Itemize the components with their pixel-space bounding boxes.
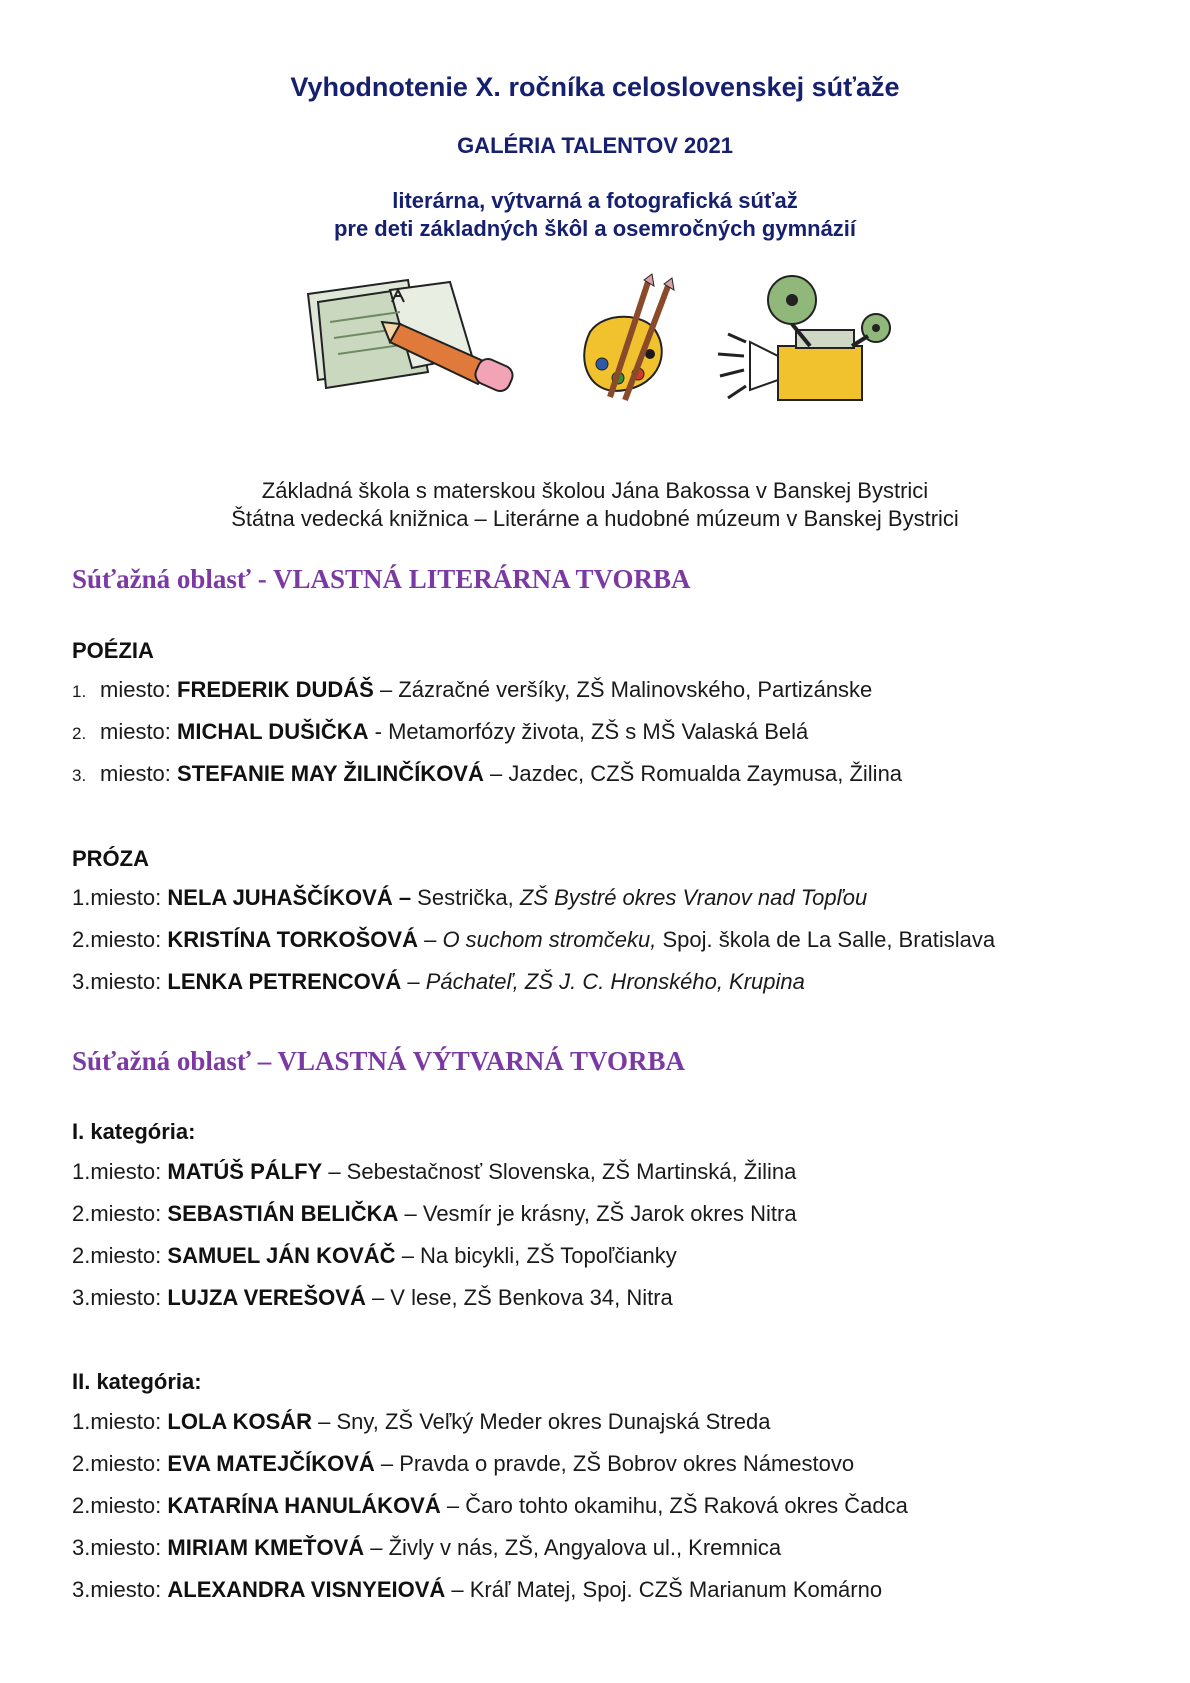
winner-name: MIRIAM KMEŤOVÁ: [167, 1535, 365, 1560]
result-row: [72, 1577, 882, 1603]
winner-name: MICHAL DUŠIČKA: [177, 719, 369, 744]
work-tail: Spoj. škola de La Salle, Bratislava: [656, 927, 996, 952]
work-title: –: [417, 927, 443, 952]
result-row: [72, 719, 808, 745]
result-row: [72, 677, 872, 703]
work-and-school: – Kráľ Matej, Spoj. CZŠ Marianum Komárno: [445, 1577, 883, 1602]
winner-name: MATÚŠ PÁLFY: [167, 1159, 323, 1184]
work-title: –: [401, 969, 426, 994]
winner-name: LENKA PETRENCOVÁ: [167, 969, 402, 994]
place-label: miesto:: [100, 719, 171, 744]
result-row: [72, 1451, 854, 1477]
place-label: 2.miesto:: [72, 1451, 162, 1476]
winner-name: ALEXANDRA VISNYEIOVÁ: [167, 1577, 446, 1602]
winner-name: LUJZA VEREŠOVÁ: [167, 1285, 366, 1310]
work-and-school: – V lese, ZŠ Benkova 34, Nitra: [365, 1285, 673, 1310]
winner-name: LOLA KOSÁR: [167, 1409, 313, 1434]
place-label: miesto:: [100, 677, 171, 702]
winner-name: SAMUEL JÁN KOVÁČ: [167, 1243, 396, 1268]
organizer-line-2: Štátna vedecká knižnica – Literárne a hudobné múzeum v Banskej Bystrici: [231, 506, 959, 531]
place-label: miesto:: [100, 761, 171, 786]
work-and-school: – Pravda o pravde, ZŠ Bobrov okres Námestovo: [374, 1451, 855, 1476]
place-number: 1.: [72, 682, 87, 701]
work-and-school: – Na bicykli, ZŠ Topoľčianky: [395, 1243, 677, 1268]
winner-name: FREDERIK DUDÁŠ: [177, 677, 374, 702]
place-label: 2.miesto:: [72, 1243, 162, 1268]
result-row: [72, 1493, 908, 1519]
paint-palette-icon: [570, 272, 680, 422]
work-and-school: – Jazdec, CZŠ Romualda Zaymusa, Žilina: [483, 761, 903, 786]
subsection-category-1: I. kategória:: [72, 1119, 196, 1144]
work-and-school: – Živly v nás, ZŠ, Angyalova ul., Kremnica: [364, 1535, 782, 1560]
result-row: [72, 927, 995, 953]
work-school-italic: Páchateľ, ZŠ J. C. Hronského, Krupina: [425, 969, 805, 994]
winner-name: NELA JUHAŠČÍKOVÁ –: [167, 885, 412, 910]
winner-name: KRISTÍNA TORKOŠOVÁ: [167, 927, 418, 952]
result-row: [72, 1243, 677, 1269]
winner-name: EVA MATEJČÍKOVÁ: [167, 1451, 375, 1476]
section-heading-visual: Súťažná oblasť – VLASTNÁ VÝTVARNÁ TVORBA: [72, 1046, 685, 1076]
result-row: [72, 1409, 770, 1435]
winner-name: STEFANIE MAY ŽILINČÍKOVÁ: [177, 761, 484, 786]
film-camera-icon: [700, 272, 900, 412]
place-label: 3.miesto:: [72, 969, 162, 994]
competition-description-2: pre deti základných škôl a osemročných gymnázií: [333, 216, 857, 241]
work-and-school: – Sny, ZŠ Veľký Meder okres Dunajská Streda: [312, 1409, 771, 1434]
place-label: 1.miesto:: [72, 1159, 162, 1184]
result-row: [72, 969, 805, 995]
place-label: 3.miesto:: [72, 1577, 162, 1602]
place-label: 3.miesto:: [72, 1535, 162, 1560]
result-row: [72, 1201, 797, 1227]
result-row: [72, 1159, 796, 1185]
subsection-poetry: POÉZIA: [72, 638, 154, 663]
organizer-line-1: Základná škola s materskou školou Jána Bakossa v Banskej Bystrici: [261, 478, 929, 503]
document-title: Vyhodnotenie X. ročníka celoslovenskej súťaže: [290, 72, 900, 102]
work-and-school: – Zázračné veršíky, ZŠ Malinovského, Partizánske: [373, 677, 873, 702]
place-label: 1.miesto:: [72, 885, 162, 910]
place-label: 2.miesto:: [72, 1201, 162, 1226]
place-number: 2.: [72, 724, 87, 743]
subsection-prose: PRÓZA: [72, 846, 149, 871]
work-title: Sestrička,: [411, 885, 520, 910]
place-label: 2.miesto:: [72, 927, 162, 952]
winner-name: SEBASTIÁN BELIČKA: [167, 1201, 399, 1226]
work-school-italic: ZŠ Bystré okres Vranov nad Topľou: [519, 885, 868, 910]
work-and-school: – Sebestačnosť Slovenska, ZŠ Martinská, Žilina: [322, 1159, 797, 1184]
work-and-school: – Vesmír je krásny, ZŠ Jarok okres Nitra: [398, 1201, 797, 1226]
competition-description-1: literárna, výtvarná a fotografická súťaž: [392, 188, 798, 213]
work-and-school: – Čaro tohto okamihu, ZŠ Raková okres Čadca: [440, 1493, 908, 1518]
competition-name: GALÉRIA TALENTOV 2021: [457, 133, 733, 158]
subsection-category-2: II. kategória:: [72, 1369, 202, 1394]
result-row: [72, 1285, 673, 1311]
writing-pencil-icon: [300, 272, 540, 402]
result-row: [72, 1535, 781, 1561]
work-school-italic: O suchom stromčeku,: [442, 927, 657, 952]
section-heading-literary: Súťažná oblasť - VLASTNÁ LITERÁRNA TVORBA: [72, 564, 691, 594]
place-label: 2.miesto:: [72, 1493, 162, 1518]
place-label: 1.miesto:: [72, 1409, 162, 1434]
result-row: [72, 885, 867, 911]
winner-name: KATARÍNA HANULÁKOVÁ: [167, 1493, 441, 1518]
place-number: 3.: [72, 766, 87, 785]
result-row: [72, 761, 902, 787]
place-label: 3.miesto:: [72, 1285, 162, 1310]
work-and-school: - Metamorfózy života, ZŠ s MŠ Valaská Belá: [368, 719, 809, 744]
